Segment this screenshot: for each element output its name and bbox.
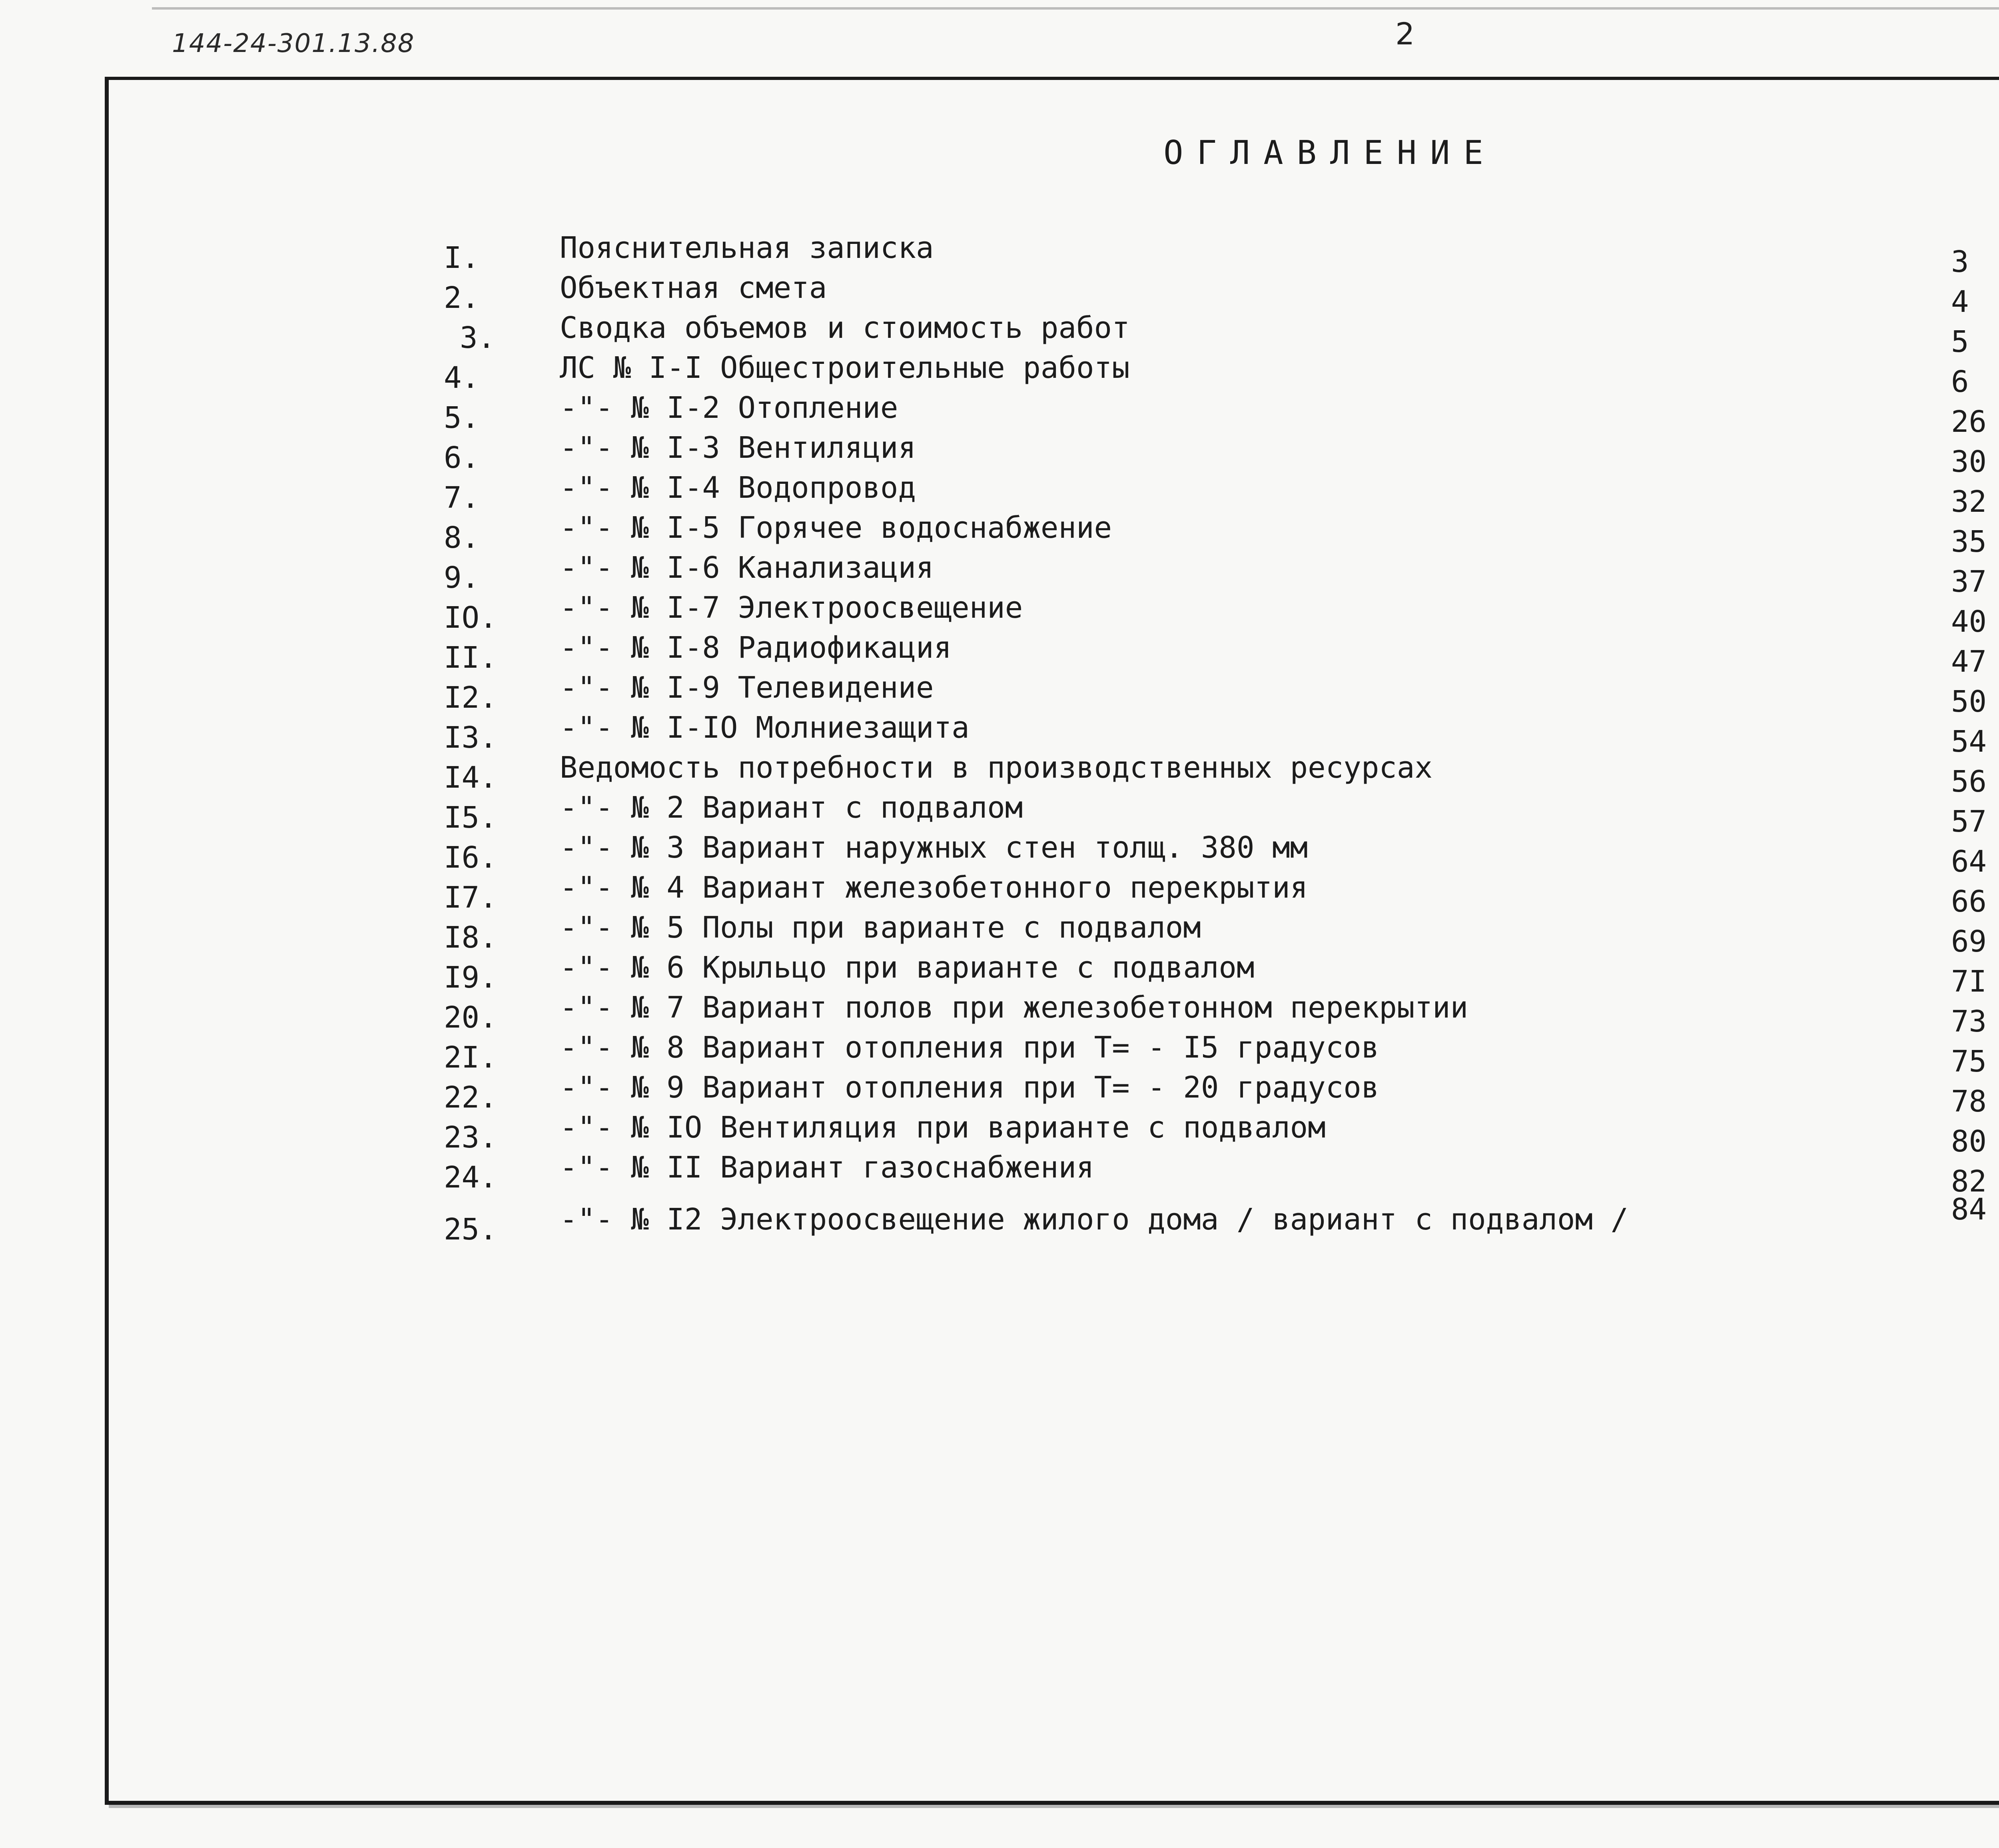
toc-item-title: Ведомость потребности в производственных ресурсах bbox=[560, 750, 1433, 785]
toc-item-page: 78 bbox=[1951, 1084, 1987, 1119]
toc-item-title: Сводка объемов и стоимость работ bbox=[560, 311, 1130, 345]
toc-item-page: 40 bbox=[1951, 605, 1987, 639]
toc-item-number: I3. bbox=[444, 720, 497, 755]
toc-row bbox=[0, 548, 1999, 599]
toc-row bbox=[0, 388, 1999, 439]
toc-row bbox=[0, 748, 1999, 799]
toc-item-number: 6. bbox=[444, 441, 480, 475]
toc-item-number: I8. bbox=[444, 920, 497, 955]
toc-item-page: 80 bbox=[1951, 1124, 1987, 1159]
toc-item-title: -"- № I-IO Молниезащита bbox=[560, 710, 970, 745]
toc-item-title: -"- № I-2 Отопление bbox=[560, 391, 898, 425]
toc-row bbox=[0, 508, 1999, 559]
toc-row bbox=[0, 1068, 1999, 1119]
toc-row bbox=[0, 788, 1999, 839]
toc-item-title: -"- № 2 Вариант с подвалом bbox=[560, 790, 1023, 825]
toc-item-page: 37 bbox=[1951, 565, 1987, 599]
toc-item-title: -"- № I-8 Радиофикация bbox=[560, 631, 952, 665]
toc-item-page: 7I bbox=[1951, 964, 1987, 999]
toc-item-title: -"- № 8 Вариант отопления при Т= - I5 градусов bbox=[560, 1030, 1379, 1065]
toc-item-number: 2I. bbox=[444, 1040, 497, 1075]
toc-item-page: 56 bbox=[1951, 764, 1987, 799]
toc-item-page: 57 bbox=[1951, 804, 1987, 839]
toc-item-title: -"- № I-4 Водопровод bbox=[560, 471, 916, 505]
toc-item-title: ЛС № I-I Общестроительные работы bbox=[560, 351, 1130, 385]
toc-item-number: 22. bbox=[444, 1080, 497, 1115]
toc-item-title: -"- № I-9 Телевидение bbox=[560, 671, 934, 705]
toc-item-page: 54 bbox=[1951, 724, 1987, 759]
toc-item-number: 3. bbox=[460, 321, 496, 355]
toc-item-number: I7. bbox=[444, 880, 497, 915]
toc-row bbox=[0, 868, 1999, 919]
toc-item-page: 84 bbox=[1951, 1192, 1987, 1227]
toc-item-number: II. bbox=[444, 641, 497, 675]
toc-row bbox=[0, 228, 1999, 279]
toc-row bbox=[0, 1192, 1999, 1247]
toc-row bbox=[0, 588, 1999, 639]
toc-item-page: 47 bbox=[1951, 645, 1987, 679]
toc-item-page: 32 bbox=[1951, 485, 1987, 519]
toc-item-page: 64 bbox=[1951, 844, 1987, 879]
toc-item-page: 35 bbox=[1951, 525, 1987, 559]
toc-row bbox=[0, 908, 1999, 959]
toc-item-title: Пояснительная записка bbox=[560, 231, 934, 265]
toc-row bbox=[0, 428, 1999, 479]
toc-row bbox=[0, 1028, 1999, 1079]
toc-item-number: 5. bbox=[444, 401, 480, 435]
toc-item-number: 4. bbox=[444, 361, 480, 395]
toc-row bbox=[0, 628, 1999, 679]
toc-item-number: 9. bbox=[444, 561, 480, 595]
toc-title: ОГЛАВЛЕНИЕ bbox=[1163, 134, 1497, 172]
toc-item-number: 24. bbox=[444, 1160, 497, 1195]
toc-item-page: 26 bbox=[1951, 405, 1987, 439]
toc-item-number: IO. bbox=[444, 601, 497, 635]
toc-item-title: -"- № I-5 Горячее водоснабжение bbox=[560, 511, 1112, 545]
toc-item-page: 30 bbox=[1951, 445, 1987, 479]
toc-item-number: 8. bbox=[444, 521, 480, 555]
toc-item-page: 73 bbox=[1951, 1004, 1987, 1039]
toc-item-title: -"- № 3 Вариант наружных стен толщ. 380 мм bbox=[560, 830, 1308, 865]
toc-item-number: 23. bbox=[444, 1120, 497, 1155]
toc-item-number: 20. bbox=[444, 1000, 497, 1035]
toc-item-number: 25. bbox=[444, 1212, 497, 1247]
toc-item-title: -"- № I-3 Вентиляция bbox=[560, 431, 916, 465]
document-code: 144-24-301.13.88 bbox=[172, 29, 415, 58]
toc-item-title: -"- № I-6 Канализация bbox=[560, 551, 934, 585]
toc-row bbox=[0, 948, 1999, 999]
toc-item-number: I5. bbox=[444, 800, 497, 835]
toc-item-page: 75 bbox=[1951, 1044, 1987, 1079]
toc-item-page: 50 bbox=[1951, 685, 1987, 719]
toc-item-page: 6 bbox=[1951, 365, 1969, 399]
toc-item-title: -"- № 5 Полы при варианте с подвалом bbox=[560, 910, 1201, 945]
toc-item-page: 4 bbox=[1951, 285, 1969, 319]
toc-item-page: 3 bbox=[1951, 245, 1969, 279]
toc-item-page: 5 bbox=[1951, 325, 1969, 359]
toc-row bbox=[0, 1108, 1999, 1159]
toc-item-number: I6. bbox=[444, 840, 497, 875]
page-number: 2 bbox=[1395, 16, 1415, 52]
toc-item-title: -"- № IO Вентиляция при варианте с подвалом bbox=[560, 1110, 1326, 1145]
toc-row bbox=[0, 828, 1999, 879]
toc-item-page: 66 bbox=[1951, 884, 1987, 919]
toc-row bbox=[0, 308, 1999, 359]
toc-item-title: -"- № 4 Вариант железобетонного перекрытия bbox=[560, 870, 1308, 905]
toc-row bbox=[0, 348, 1999, 399]
toc-row bbox=[0, 1148, 1999, 1199]
toc-item-number: 2. bbox=[444, 281, 480, 315]
toc-item-page: 69 bbox=[1951, 924, 1987, 959]
toc-item-title: -"- № II Вариант газоснабжения bbox=[560, 1150, 1094, 1185]
toc-item-page: 82 bbox=[1951, 1164, 1987, 1199]
toc-item-title: -"- № I-7 Электроосвещение bbox=[560, 591, 1023, 625]
toc-item-title: -"- № 7 Вариант полов при железобетонном перекрытии bbox=[560, 990, 1468, 1025]
toc-item-title: -"- № 9 Вариант отопления при Т= - 20 градусов bbox=[560, 1070, 1379, 1105]
toc-row bbox=[0, 988, 1999, 1039]
toc-row bbox=[0, 708, 1999, 759]
toc-item-number: 7. bbox=[444, 481, 480, 515]
toc-item-number: I4. bbox=[444, 760, 497, 795]
toc-item-number: I9. bbox=[444, 960, 497, 995]
toc-row bbox=[0, 468, 1999, 519]
toc-item-number: I. bbox=[444, 241, 480, 275]
toc-item-title: -"- № 6 Крыльцо при варианте с подвалом bbox=[560, 950, 1255, 985]
toc-item-title: Объектная смета bbox=[560, 271, 827, 305]
toc-item-title: -"- № I2 Электроосвещение жилого дома / вариант с подвалом / bbox=[560, 1202, 1629, 1237]
toc-item-number: I2. bbox=[444, 681, 497, 715]
toc-row bbox=[0, 268, 1999, 319]
toc-row bbox=[0, 668, 1999, 719]
